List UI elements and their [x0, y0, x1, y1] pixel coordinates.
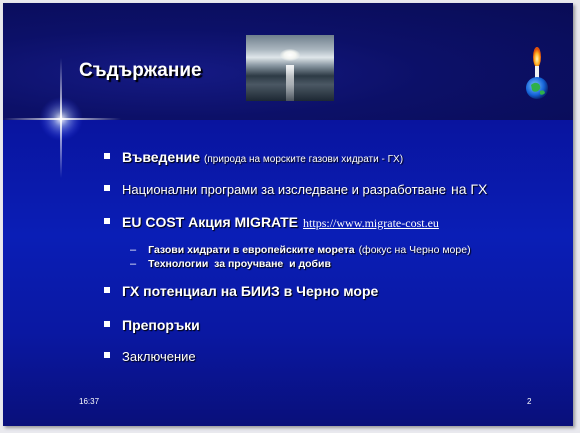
migrate-cost-link[interactable]: https://www.migrate-cost.eu: [303, 216, 439, 230]
bullet-text-note: (природа на морските газови хидрати - ГХ): [204, 154, 404, 165]
sub-item-dash: –: [130, 258, 137, 270]
bullet-text-bold: Препоръки: [122, 317, 200, 333]
footer-time: 16:37: [79, 397, 100, 406]
bullet-marker: [104, 185, 110, 191]
bullet-marker: [104, 153, 110, 159]
bullet-text-emphasis: на ГХ: [450, 181, 488, 197]
bullet-marker: [104, 352, 110, 358]
bullet-marker: [104, 321, 110, 327]
bullet-introduction: [104, 149, 403, 165]
sub-item-text-note: (фокус на Черно море): [358, 244, 471, 256]
sub-item-european-seas: [130, 244, 471, 256]
bullet-gh-potential: [104, 283, 378, 299]
bullet-text-bold: EU COST Акция MIGRATE: [122, 214, 299, 230]
bullet-text-bold: ГХ потенциал на БИИЗ в Черно море: [122, 283, 379, 299]
presentation-slide: [3, 3, 573, 426]
sub-item-dash: –: [130, 244, 137, 256]
bullet-text-bold: Въведение: [122, 149, 201, 165]
bullet-eu-cost-migrate: [104, 214, 439, 231]
slide-number: 2: [527, 397, 532, 406]
bullet-conclusion: [104, 349, 196, 364]
bullet-national-programs: [104, 181, 487, 197]
bullet-text: Национални програми за изследване и разработване: [122, 182, 446, 197]
sub-item-text-bold: Технологии за проучване и добив: [148, 258, 331, 270]
bullet-marker: [104, 287, 110, 293]
sub-item-technologies: [130, 258, 331, 270]
bullet-text: Заключение: [122, 349, 196, 364]
bullet-recommendations: [104, 317, 200, 333]
sub-item-text-bold: Газови хидрати в европейските морета: [148, 244, 355, 256]
bullet-marker: [104, 218, 110, 224]
bullet-list: [3, 3, 573, 426]
slide-title: Съдържание: [79, 60, 202, 81]
